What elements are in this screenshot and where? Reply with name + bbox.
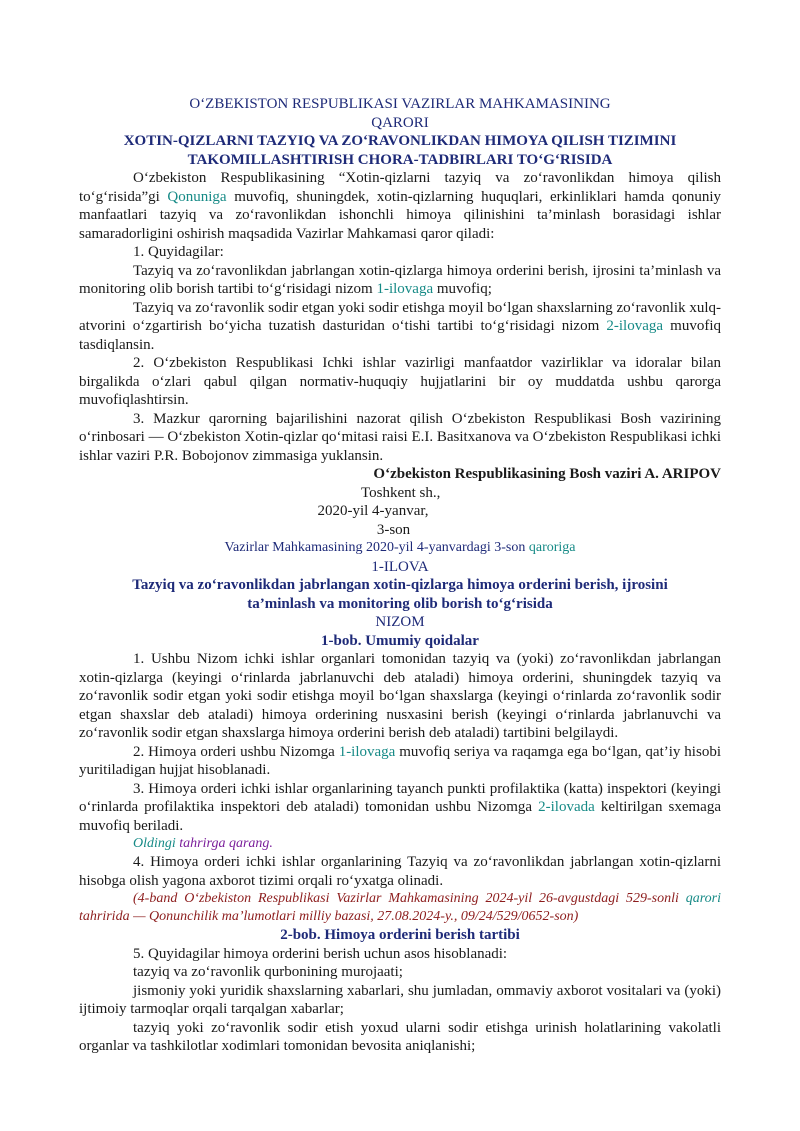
clause-2: 2. Himoya orderi ushbu Nizomga 1-ilovaga muvofiq seriya va raqamga ega bo‘lgan, qat’iy hisobi yuritiladigan hujjat hisoblanadi. <box>79 743 721 778</box>
sign-place: Toshkent sh., <box>361 484 441 501</box>
nizom-annex-2-link[interactable]: 2-ilovada <box>538 799 595 815</box>
annex-title-line-2: ta’minlash va monitoring olib borish to‘g‘risida <box>247 595 553 612</box>
doc-type: QARORI <box>371 114 429 131</box>
clause-5c: tazyiq yoki zo‘ravonlik sodir etish yoxud ularni sodir etishga urinish holatlarining vakolatli organlar va tashkilotlar xodimlari tomonidan bevosita aniqlanishi; <box>79 1019 721 1054</box>
clause-5a: tazyiq va zo‘ravonlik qurbonining murojaati; <box>133 964 403 980</box>
intro-paragraph: O‘zbekiston Respublikasining “Xotin-qizlarni tazyiq va zo‘ravonlikdan himoya qilish to‘g‘risida”gi Qonuniga muvofiq, shuningdek, xotin-qizlarning huquqlari, erkinliklari hamda qonuniy manfaatlari tazyiq va zo‘ravonlikdan ishonchli himoya qilinishini ta’minlash borasidagi ishlar samaradorligini oshirish maqsadida Vazirlar Mahkamasi qaror qiladi: <box>79 170 721 242</box>
clause-3: 3. Himoya orderi ichki ishlar organlarining tayanch punkti profilaktika (katta) inspektori (keyingi o‘rinlarda profilaktika inspektori deb ataladi) tomonidan ushbu Nizomga 2-ilovada keltirilgan sxemaga muvofiq beriladi. <box>79 780 721 834</box>
nizom-annex-1-link[interactable]: 1-ilovaga <box>338 743 396 760</box>
clause-1: 1. Ushbu Nizom ichki ishlar organlari tomonidan tazyiq va (yoki) zo‘ravonlikdan jabrlangan xotin-qizlarga (keyingi o‘rinlarda jabrlanuvchi deb ataladi) himoya orderini, shuningdek tazyiq va zo‘ravonlik sodir etgan yoki sodir etishga moyil bo‘lgan shaxslarga (keyingi o‘rinlarda zo‘ravonlik sodir etgan shaxslar deb ataladi) himoya orderining nusxasini berish (keyingi o‘rinlarda jabrlanuvchi va zo‘ravonlik sodir etgan shaxslarga himoya orderini berish deb ataladi) tartibini belgilaydi. <box>79 651 721 741</box>
title-line-2: TAKOMILLASHTIRISH CHORA-TADBIRLARI TO‘G‘RISIDA <box>187 151 613 168</box>
sign-number: 3-son <box>376 521 411 538</box>
amending-resolution-link[interactable]: qarori <box>685 891 721 906</box>
item-2: 2. O‘zbekiston Respublikasi Ichki ishlar vazirligi manfaatdor vazirliklar va idoralar bilan birgalikda o‘zlari qabul qilgan normativ-huquqiy hujjatlarini bir oy muddatda ushbu qarorga muvofiqlashtirsin. <box>79 355 721 408</box>
clause-5b: jismoniy yoki yuridik shaxslarning xabarlari, shu jumladan, ommaviy axborot vositalari va (yoki) ijtimoiy tarmoqlar orqali tarqalgan xabarlar; <box>79 982 721 1017</box>
clause-5: 5. Quyidagilar himoya orderini berish uchun asos hisoblanadi: <box>133 945 508 962</box>
item-3: 3. Mazkur qarorning bajarilishini nazorat qilish O‘zbekiston Respublikasi Bosh vazirining o‘rinbosari — O‘zbekiston Xotin-qizlar qo‘mitasi raisi E.I. Basitxanova va O‘zbekiston Respublikasi ichki ishlar vaziri P.R. Bobojonov zimmasiga yuklansin. <box>79 410 721 464</box>
annex-label: 1-ILOVA <box>371 558 429 575</box>
previous-edition-link[interactable]: Oldingi <box>133 836 176 851</box>
annex-1-link[interactable]: 1-ilovaga <box>376 281 434 297</box>
chapter-1-heading: 1-bob. Umumiy qoidalar <box>321 632 479 649</box>
item-1: 1. Quyidagilar: <box>133 244 224 260</box>
title-line-1: XOTIN-QIZLARNI TAZYIQ VA ZO‘RAVONLIKDAN HIMOYA QILISH TIZIMINI <box>123 133 677 149</box>
annex-title-line-1: Tazyiq va zo‘ravonlikdan jabrlangan xotin-qizlarga himoya orderini berish, ijrosini <box>132 577 668 593</box>
item-1b: Tazyiq va zo‘ravonlik sodir etgan yoki sodir etishga moyil bo‘lgan shaxslarning zo‘ravonlik xulq-atvorini o‘zgartirish bo‘yicha tuzatish dasturidan o‘tishi tartibi to‘g‘risidagi nizom 2-ilovaga muvofiq tasdiqlansin. <box>79 299 721 353</box>
chapter-2-heading: 2-bob. Himoya orderini berish tartibi <box>280 927 520 943</box>
annex-reference: Vazirlar Mahkamasining 2020-yil 4-yanvardagi 3-son qaroriga <box>224 540 576 555</box>
amendment-note: (4-band O‘zbekiston Respublikasi Vazirlar Mahkamasining 2024-yil 26-avgustdagi 529-sonli qarori tahririda — Qonunchilik ma’lumotlari milliy bazasi, 27.08.2024-y., 09/24/529/0652-son) <box>79 891 721 924</box>
signer: O‘zbekiston Respublikasining Bosh vaziri A. ARIPOV <box>373 466 721 482</box>
sign-date: 2020-yil 4-yanvar, <box>317 503 429 519</box>
law-link[interactable]: Qonuniga <box>167 188 227 205</box>
previous-edition: Oldingi tahrirga qarang. <box>133 836 273 851</box>
annex-2-link[interactable]: 2-ilovaga <box>606 318 664 334</box>
item-1a: Tazyiq va zo‘ravonlikdan jabrlangan xotin-qizlarga himoya orderini berish, ijrosini ta’minlash va monitoring olib borish tartibi to‘g‘risidagi nizom 1-ilovaga muvofiq; <box>79 262 721 297</box>
resolution-link[interactable]: qaroriga <box>528 540 576 555</box>
annex-doc-type: NIZOM <box>375 614 425 630</box>
clause-4: 4. Himoya orderi ichki ishlar organlarining Tazyiq va zo‘ravonlikdan jabrlangan xotin-qizlarni hisobga olish yagona axborot tizimi orqali ro‘yxatga olinadi. <box>79 854 721 889</box>
org-line: O‘ZBEKISTON RESPUBLIKASI VAZIRLAR MAHKAMASINING <box>189 96 611 112</box>
